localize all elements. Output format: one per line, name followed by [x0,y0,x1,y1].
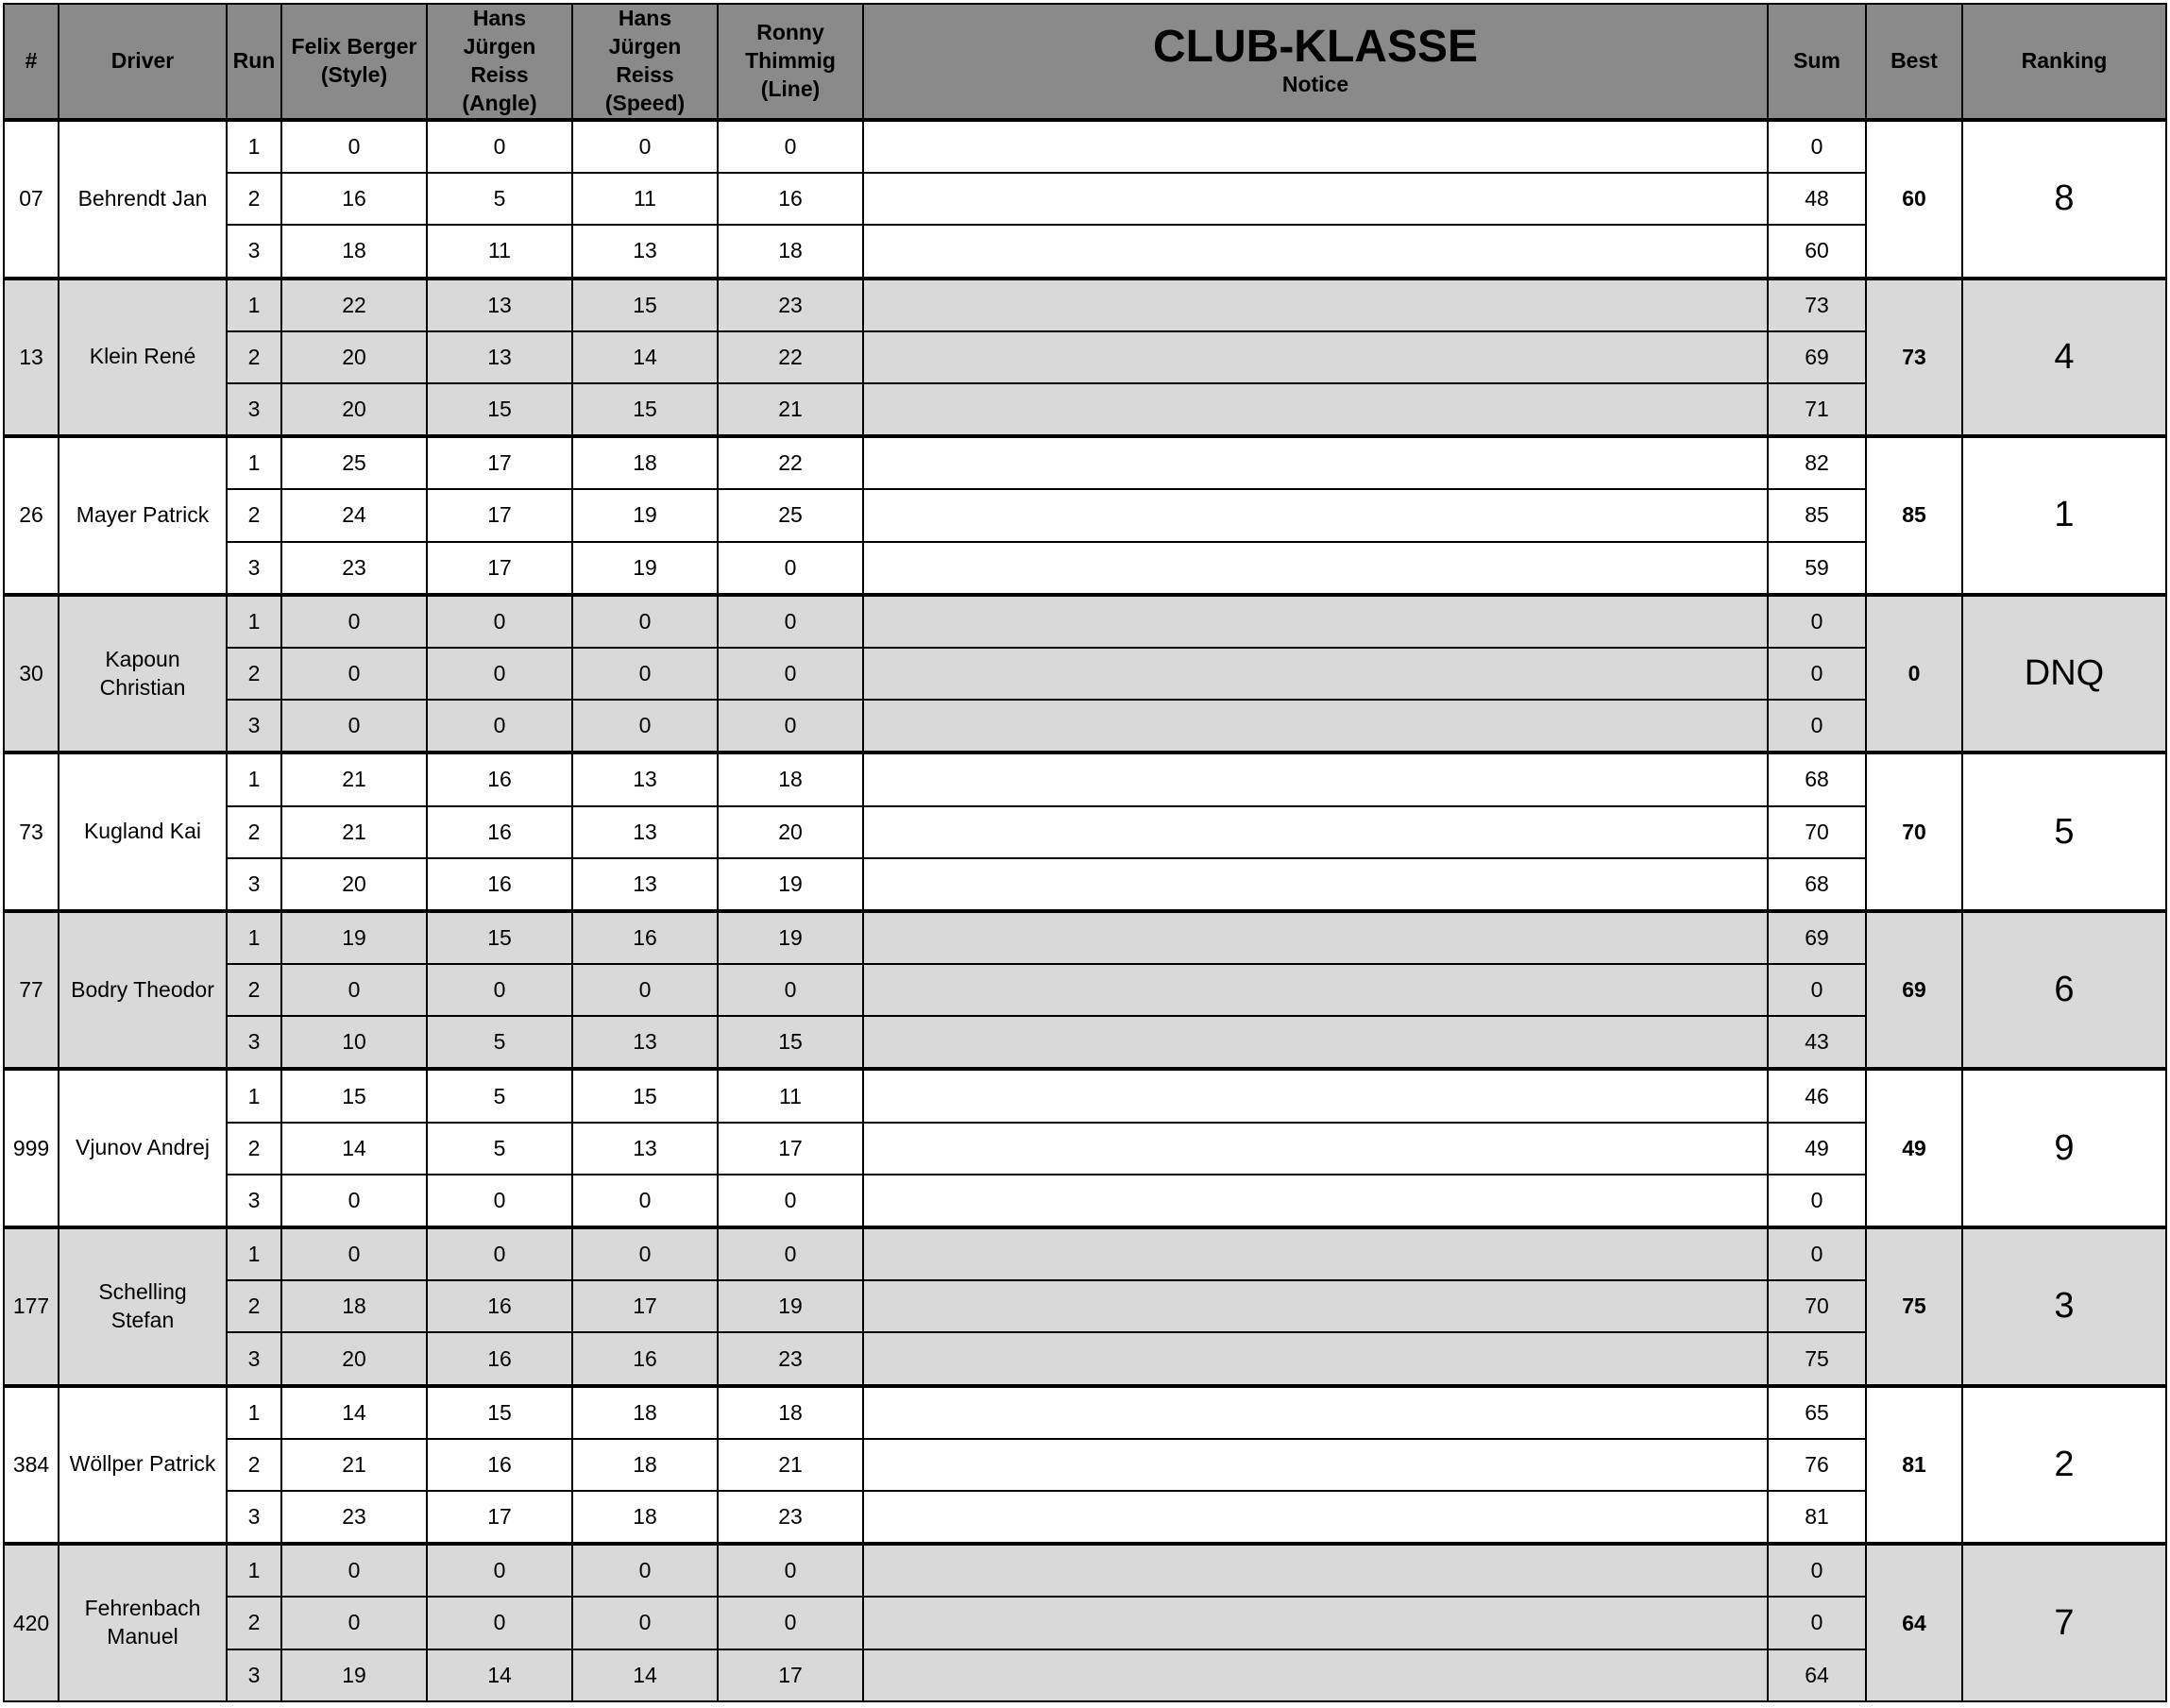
driver-name: Kugland Kai [59,753,227,911]
score-speed: 16 [572,1332,718,1385]
score-style: 16 [281,173,427,225]
run-number: 1 [227,911,281,964]
score-style: 15 [281,1069,427,1122]
header-judge-speed: Hans Jürgen Reiss (Speed) [572,4,718,120]
run-sum: 65 [1768,1386,1866,1439]
score-speed: 0 [572,1597,718,1649]
score-style: 14 [281,1123,427,1175]
score-angle: 5 [427,1123,572,1175]
best-score: 73 [1866,279,1962,437]
table-row [4,1491,2166,1544]
score-angle: 17 [427,1491,572,1544]
run-number: 1 [227,1386,281,1439]
table-row [4,964,2166,1016]
notice-cell [863,700,1768,753]
score-angle: 0 [427,1597,572,1649]
notice-cell [863,1649,1768,1701]
notice-cell [863,964,1768,1016]
notice-cell [863,542,1768,595]
run-sum: 0 [1768,1175,1866,1227]
header-judge-angle: Hans Jürgen Reiss (Angle) [427,4,572,120]
driver-number: 26 [4,436,59,595]
run-number: 1 [227,1227,281,1280]
score-style: 18 [281,1280,427,1332]
header-judge-style: Felix Berger (Style) [281,4,427,120]
score-speed: 0 [572,595,718,648]
header-row [4,4,2166,120]
score-line: 15 [718,1016,863,1069]
score-angle: 17 [427,489,572,541]
score-speed: 18 [572,436,718,489]
run-number: 2 [227,1439,281,1491]
score-angle: 0 [427,648,572,700]
score-line: 0 [718,120,863,173]
run-number: 3 [227,225,281,278]
score-line: 21 [718,383,863,436]
driver-number: 177 [4,1227,59,1386]
score-line: 0 [718,648,863,700]
notice-cell [863,383,1768,436]
driver-number: 73 [4,753,59,911]
table-row [4,1544,2166,1597]
score-line: 23 [718,279,863,331]
ranking: 6 [1962,911,2166,1070]
run-number: 3 [227,858,281,911]
notice-cell [863,1491,1768,1544]
run-number: 3 [227,1649,281,1701]
driver-number: 384 [4,1386,59,1545]
notice-cell [863,753,1768,805]
driver-name: Behrendt Jan [59,120,227,279]
score-line: 0 [718,1597,863,1649]
score-angle: 0 [427,700,572,753]
notice-cell [863,173,1768,225]
driver-name: Fehrenbach Manuel [59,1544,227,1701]
ranking: 7 [1962,1544,2166,1701]
run-sum: 73 [1768,279,1866,331]
score-line: 0 [718,1227,863,1280]
run-sum: 69 [1768,331,1866,383]
run-sum: 43 [1768,1016,1866,1069]
score-line: 19 [718,1280,863,1332]
notice-cell [863,1175,1768,1227]
score-style: 21 [281,1439,427,1491]
score-angle: 16 [427,753,572,805]
ranking: 2 [1962,1386,2166,1545]
score-speed: 13 [572,806,718,858]
ranking: 9 [1962,1069,2166,1227]
run-sum: 48 [1768,173,1866,225]
run-sum: 85 [1768,489,1866,541]
notice-label: Notice [1281,72,1349,97]
driver-name: Bodry Theodor [59,911,227,1070]
run-sum: 69 [1768,911,1866,964]
run-number: 1 [227,595,281,648]
best-score: 75 [1866,1227,1962,1386]
score-style: 0 [281,1175,427,1227]
score-line: 18 [718,753,863,805]
run-number: 3 [227,1491,281,1544]
score-angle: 5 [427,1069,572,1122]
notice-cell [863,225,1768,278]
notice-cell [863,1386,1768,1439]
best-score: 85 [1866,436,1962,595]
score-line: 11 [718,1069,863,1122]
score-speed: 0 [572,120,718,173]
notice-cell [863,279,1768,331]
run-number: 2 [227,964,281,1016]
page-title: CLUB-KLASSE [1153,21,1478,72]
best-score: 69 [1866,911,1962,1070]
score-line: 0 [718,1544,863,1597]
table-row [4,1016,2166,1069]
score-speed: 16 [572,911,718,964]
notice-cell [863,595,1768,648]
table-row [4,436,2166,489]
run-sum: 70 [1768,806,1866,858]
table-row [4,1175,2166,1227]
table-row [4,595,2166,648]
score-angle: 17 [427,542,572,595]
notice-cell [863,1069,1768,1122]
score-line: 18 [718,225,863,278]
table-row [4,120,2166,173]
score-speed: 0 [572,1175,718,1227]
score-angle: 16 [427,858,572,911]
notice-cell [863,1016,1768,1069]
score-speed: 19 [572,489,718,541]
run-number: 1 [227,1069,281,1122]
best-score: 70 [1866,753,1962,911]
notice-cell [863,911,1768,964]
score-line: 0 [718,595,863,648]
score-speed: 13 [572,225,718,278]
score-speed: 18 [572,1439,718,1491]
table-row [4,383,2166,436]
ranking: 1 [1962,436,2166,595]
header-driver: Driver [59,4,227,120]
table-row [4,173,2166,225]
driver-name: Klein René [59,279,227,437]
notice-cell [863,1332,1768,1385]
best-score: 81 [1866,1386,1962,1545]
score-speed: 15 [572,1069,718,1122]
score-angle: 0 [427,120,572,173]
score-angle: 0 [427,964,572,1016]
score-speed: 15 [572,383,718,436]
score-speed: 0 [572,964,718,1016]
run-sum: 0 [1768,595,1866,648]
table-row [4,1069,2166,1122]
header-ranking: Ranking [1962,4,2166,120]
score-line: 18 [718,1386,863,1439]
driver-number: 30 [4,595,59,753]
ranking: 8 [1962,120,2166,279]
score-style: 0 [281,1227,427,1280]
score-style: 0 [281,648,427,700]
run-number: 3 [227,542,281,595]
run-sum: 70 [1768,1280,1866,1332]
header-run: Run [227,4,281,120]
notice-cell [863,120,1768,173]
score-line: 22 [718,331,863,383]
ranking: DNQ [1962,595,2166,753]
score-style: 23 [281,542,427,595]
score-angle: 16 [427,806,572,858]
notice-cell [863,1544,1768,1597]
score-line: 25 [718,489,863,541]
score-line: 19 [718,858,863,911]
score-speed: 0 [572,700,718,753]
score-angle: 13 [427,331,572,383]
run-sum: 68 [1768,753,1866,805]
run-number: 2 [227,331,281,383]
score-line: 17 [718,1123,863,1175]
score-angle: 0 [427,1175,572,1227]
driver-number: 07 [4,120,59,279]
best-score: 49 [1866,1069,1962,1227]
run-sum: 0 [1768,120,1866,173]
score-line: 0 [718,1175,863,1227]
run-number: 3 [227,700,281,753]
run-sum: 75 [1768,1332,1866,1385]
score-speed: 17 [572,1280,718,1332]
best-score: 64 [1866,1544,1962,1701]
score-angle: 16 [427,1280,572,1332]
run-number: 2 [227,489,281,541]
score-angle: 15 [427,383,572,436]
score-angle: 14 [427,1649,572,1701]
driver-number: 999 [4,1069,59,1227]
score-line: 16 [718,173,863,225]
score-line: 0 [718,542,863,595]
table-row [4,1332,2166,1385]
score-style: 21 [281,806,427,858]
score-style: 19 [281,1649,427,1701]
header-num: # [4,4,59,120]
score-style: 24 [281,489,427,541]
score-line: 23 [718,1332,863,1385]
driver-number: 13 [4,279,59,437]
table-row [4,1123,2166,1175]
table-row [4,858,2166,911]
score-style: 0 [281,120,427,173]
score-style: 10 [281,1016,427,1069]
score-style: 22 [281,279,427,331]
run-sum: 0 [1768,1227,1866,1280]
score-speed: 13 [572,858,718,911]
run-number: 2 [227,648,281,700]
driver-name: Mayer Patrick [59,436,227,595]
run-sum: 46 [1768,1069,1866,1122]
run-sum: 76 [1768,1439,1866,1491]
score-speed: 15 [572,279,718,331]
run-number: 1 [227,436,281,489]
table-row [4,1227,2166,1280]
notice-cell [863,1280,1768,1332]
score-angle: 0 [427,595,572,648]
score-line: 17 [718,1649,863,1701]
run-sum: 0 [1768,964,1866,1016]
score-style: 21 [281,753,427,805]
score-speed: 14 [572,1649,718,1701]
driver-name: Wöllper Patrick [59,1386,227,1545]
score-style: 0 [281,595,427,648]
best-score: 0 [1866,595,1962,753]
run-sum: 0 [1768,1544,1866,1597]
score-style: 18 [281,225,427,278]
table-row [4,1439,2166,1491]
header-judge-line: Ronny Thimmig (Line) [718,4,863,120]
run-sum: 0 [1768,700,1866,753]
table-row [4,1280,2166,1332]
notice-cell [863,1227,1768,1280]
ranking: 3 [1962,1227,2166,1386]
run-sum: 81 [1768,1491,1866,1544]
run-number: 2 [227,1123,281,1175]
notice-cell [863,858,1768,911]
run-number: 1 [227,1544,281,1597]
run-sum: 60 [1768,225,1866,278]
score-speed: 18 [572,1491,718,1544]
header-sum: Sum [1768,4,1866,120]
score-angle: 13 [427,279,572,331]
score-speed: 13 [572,753,718,805]
score-speed: 11 [572,173,718,225]
run-number: 3 [227,1016,281,1069]
score-speed: 14 [572,331,718,383]
table-row [4,331,2166,383]
run-number: 2 [227,173,281,225]
score-line: 23 [718,1491,863,1544]
score-line: 0 [718,700,863,753]
ranking: 4 [1962,279,2166,437]
header-title-notice [863,4,1768,120]
run-sum: 0 [1768,1597,1866,1649]
run-number: 3 [227,1332,281,1385]
score-speed: 0 [572,648,718,700]
score-speed: 13 [572,1016,718,1069]
score-style: 20 [281,858,427,911]
run-sum: 49 [1768,1123,1866,1175]
notice-cell [863,806,1768,858]
driver-number: 420 [4,1544,59,1701]
best-score: 60 [1866,120,1962,279]
table-row [4,700,2166,753]
score-style: 20 [281,383,427,436]
header-best: Best [1866,4,1962,120]
results-body [4,120,2166,1701]
score-style: 25 [281,436,427,489]
score-speed: 0 [572,1544,718,1597]
run-number: 2 [227,1280,281,1332]
table-row [4,911,2166,964]
results-table [3,3,2167,1702]
run-sum: 68 [1768,858,1866,911]
score-speed: 19 [572,542,718,595]
notice-cell [863,1439,1768,1491]
score-angle: 16 [427,1439,572,1491]
run-number: 1 [227,120,281,173]
score-style: 19 [281,911,427,964]
run-number: 1 [227,279,281,331]
score-line: 19 [718,911,863,964]
score-speed: 13 [572,1123,718,1175]
run-number: 2 [227,1597,281,1649]
score-style: 0 [281,1597,427,1649]
notice-cell [863,1597,1768,1649]
score-line: 0 [718,964,863,1016]
driver-name: Kapoun Christian [59,595,227,753]
table-row [4,1386,2166,1439]
run-sum: 59 [1768,542,1866,595]
score-angle: 15 [427,1386,572,1439]
score-line: 22 [718,436,863,489]
notice-cell [863,436,1768,489]
table-row [4,1597,2166,1649]
driver-number: 77 [4,911,59,1070]
score-angle: 16 [427,1332,572,1385]
driver-name: Schelling Stefan [59,1227,227,1386]
score-style: 20 [281,1332,427,1385]
score-angle: 17 [427,436,572,489]
notice-cell [863,331,1768,383]
run-sum: 82 [1768,436,1866,489]
run-sum: 71 [1768,383,1866,436]
score-style: 20 [281,331,427,383]
run-number: 3 [227,1175,281,1227]
table-row [4,753,2166,805]
ranking: 5 [1962,753,2166,911]
score-speed: 18 [572,1386,718,1439]
table-row [4,648,2166,700]
table-row [4,279,2166,331]
run-number: 2 [227,806,281,858]
score-style: 23 [281,1491,427,1544]
run-sum: 64 [1768,1649,1866,1701]
score-angle: 0 [427,1227,572,1280]
table-row [4,225,2166,278]
table-row [4,806,2166,858]
run-number: 1 [227,753,281,805]
score-style: 0 [281,964,427,1016]
score-style: 14 [281,1386,427,1439]
score-line: 21 [718,1439,863,1491]
score-line: 20 [718,806,863,858]
score-angle: 5 [427,1016,572,1069]
driver-name: Vjunov Andrej [59,1069,227,1227]
table-row [4,1649,2166,1701]
score-style: 0 [281,1544,427,1597]
table-row [4,542,2166,595]
run-number: 3 [227,383,281,436]
notice-cell [863,648,1768,700]
score-speed: 0 [572,1227,718,1280]
score-style: 0 [281,700,427,753]
notice-cell [863,489,1768,541]
score-angle: 5 [427,173,572,225]
run-sum: 0 [1768,648,1866,700]
table-row [4,489,2166,541]
score-angle: 15 [427,911,572,964]
score-angle: 11 [427,225,572,278]
notice-cell [863,1123,1768,1175]
score-angle: 0 [427,1544,572,1597]
